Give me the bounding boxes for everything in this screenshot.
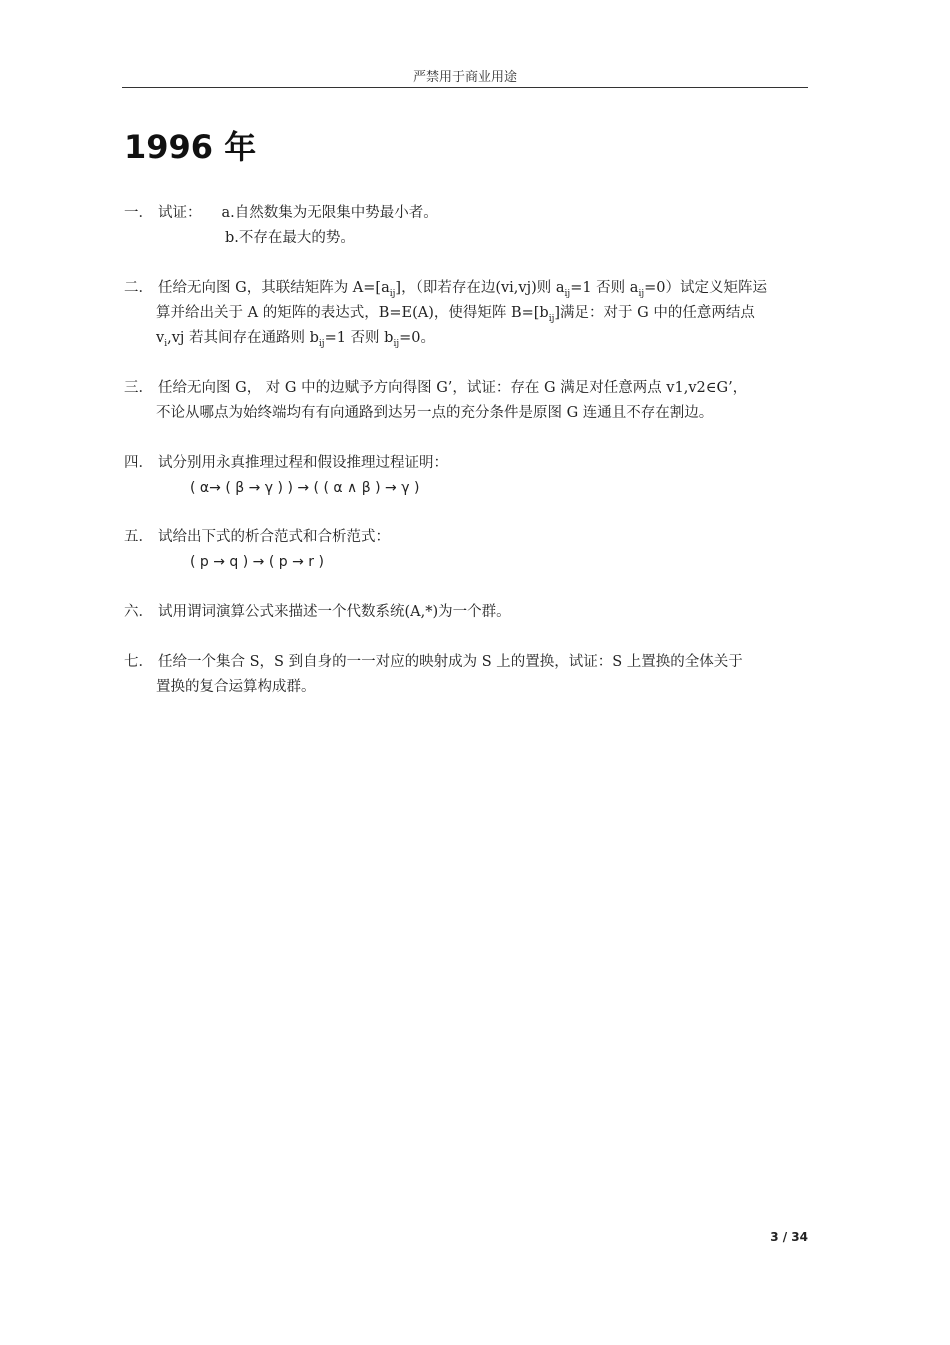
question-3 [124,376,808,426]
question-number: 二． [124,280,153,296]
sub-item-a: a.自然数集为无限集中势最小者。 [221,205,438,221]
question-line [124,301,808,326]
question-text: 任给一个集合 S，S 到自身的一一对应的映射成为 S 上的置换，试证：S 上置换的全体关于 [158,654,743,670]
question-number: 四． [124,455,153,471]
question-5 [124,525,808,575]
question-line [124,326,808,351]
question-text: 试给出下式的析合范式和合析范式： [158,529,390,545]
subscript: ij [393,338,400,349]
question-line [124,276,808,301]
page-title: 1996 年 [124,128,257,166]
subscript: ij [638,288,645,299]
text-run: 算并给出关于 A 的矩阵的表达式，B=E(A)，使得矩阵 B=[b [156,305,549,321]
subscript: i [164,338,168,349]
subscript: ij [564,288,571,299]
text-run: =1 否则 b [324,330,394,346]
question-text: 试用谓词演算公式来描述一个代数系统(A,*)为一个群。 [158,604,511,620]
formula: ( α→ ( β → γ ) ) → ( ( α ∧ β ) → γ ) [190,480,420,496]
subscript: ij [548,313,555,324]
subscript: ij [389,288,396,299]
text-run: =0。 [399,330,435,346]
sub-item-b: b.不存在最大的势。 [225,230,355,246]
question-2 [124,276,808,351]
question-6 [124,600,808,625]
question-text: 置换的复合运算构成群。 [156,679,316,695]
question-4 [124,451,808,501]
text-run: ,vj 若其间存在通路则 b [167,330,319,346]
question-1 [124,201,808,251]
formula: ( p → q ) → ( p → r ) [190,554,324,570]
question-number: 六． [124,604,153,620]
page-number: 3 / 34 [770,1230,808,1244]
text-run: 任给无向图 G，其联结矩阵为 A=[a [158,280,390,296]
text-run: ]满足：对于 G 中的任意两结点 [554,305,755,321]
subscript: ij [318,338,325,349]
header-rule [122,87,808,88]
question-number: 一． [124,205,153,221]
text-run: =0）试定义矩阵运 [644,280,767,296]
question-7 [124,650,808,700]
question-number: 三． [124,380,153,396]
question-number: 七． [124,654,153,670]
question-number: 五． [124,529,153,545]
question-text: 试分别用永真推理过程和假设推理过程证明： [158,455,448,471]
page-header: 严禁用于商业用途 [412,70,517,85]
question-label: 试证： [158,205,202,221]
question-text: 不论从哪点为始终端均有有向通路到达另一点的充分条件是原图 G 连通且不存在割边。 [156,405,714,421]
question-text: 任给无向图 G， 对 G 中的边赋予方向得图 G’，试证：存在 G 满足对任意两点 v1,v2∈G’， [158,380,748,396]
text-run: ]，（即若存在边(vi,vj)则 a [395,280,565,296]
text-run: v [156,330,165,346]
text-run: =1 否则 a [570,280,639,296]
